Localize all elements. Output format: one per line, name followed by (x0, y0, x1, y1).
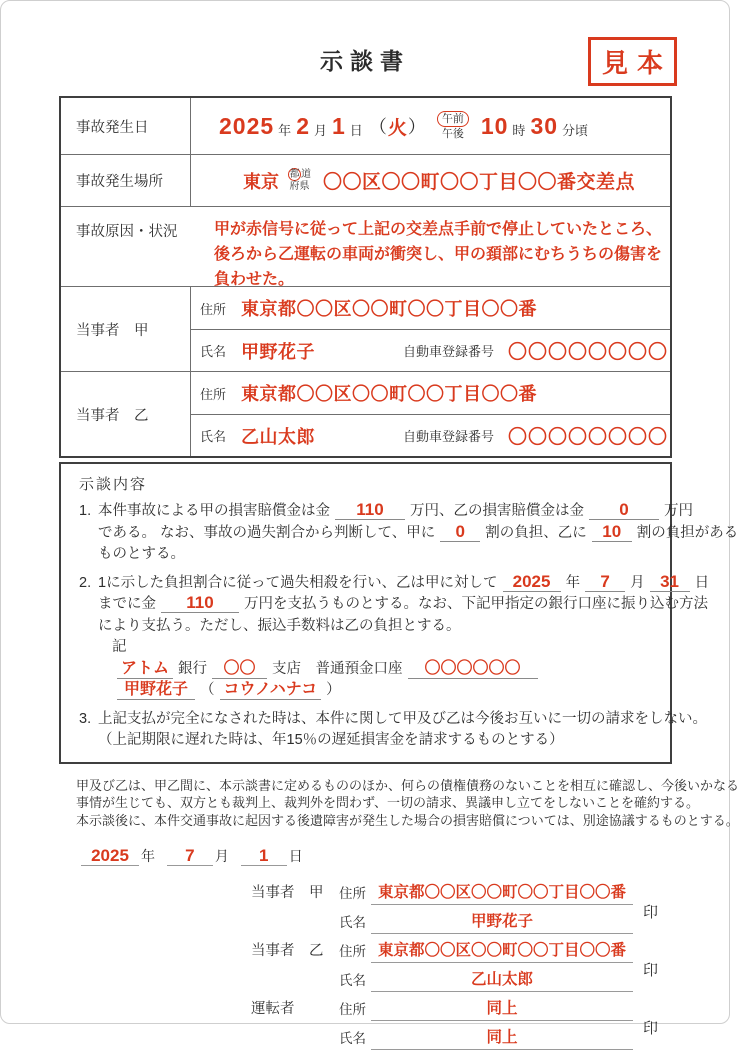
accident-month: 2 (296, 112, 310, 139)
party-b-fault-ratio: 10 (592, 523, 632, 542)
am-pm-selector (437, 111, 469, 141)
party-b-role-label: 当事者 乙 (251, 943, 324, 959)
clause-3-number: 3. (79, 710, 92, 727)
party-a-role-label: 当事者 甲 (251, 885, 324, 901)
registration-number-label: 自動車登録番号 (403, 344, 495, 359)
year-unit: 年 (278, 122, 292, 138)
am-option-circled: 午前 (437, 111, 469, 127)
party-b-details (191, 372, 670, 456)
confirmation-line-3: 本示談後に、本件交通事故に起因する後遺障害が発生した場合の損害賠償については、別途協議するものとする。 (76, 812, 739, 828)
payment-amount: 110 (161, 594, 239, 613)
account-number: 〇〇〇〇〇〇 (408, 660, 538, 679)
clause-1-text: ものとする。 (98, 546, 185, 562)
name-label: 氏名 (339, 915, 366, 930)
fuken-line: 府県 (289, 181, 310, 192)
party-a-name: 甲野花子 (241, 341, 315, 362)
clause-1-text: 万円、乙の損害賠償金は金 (410, 503, 584, 519)
account-type-label: 普通預金口座 (315, 660, 403, 677)
party-b-seal-mark: 印 (643, 962, 659, 979)
registration-number-label: 自動車登録番号 (403, 429, 495, 444)
name-field-label: 氏名 (200, 344, 227, 359)
accident-address: 〇〇区〇〇町〇〇丁目〇〇番交差点 (323, 172, 636, 193)
role-spacer (251, 931, 339, 934)
document-title: 示談書 (320, 48, 410, 74)
accident-date-row (61, 98, 670, 154)
bank-name: アトム (117, 660, 173, 679)
party-a-compensation-amount: 110 (335, 501, 405, 520)
driver-signature-address: 同上 (371, 996, 633, 1021)
clause-2-body (98, 573, 709, 702)
payment-deadline-month: 7 (585, 573, 625, 592)
signature-section (251, 876, 729, 1050)
payment-deadline-year: 2025 (503, 573, 561, 592)
clause-3-text: 上記支払が完全になされた時は、本件に関して甲及び乙は今後お互いに一切の請求をしない。 (98, 710, 707, 727)
address-label: 住所 (339, 886, 366, 901)
name-label: 氏名 (339, 1031, 366, 1046)
signing-year: 2025 (81, 847, 139, 866)
clause-1-text: である。 なお、事故の過失割合から判断して、甲に (98, 524, 436, 541)
address-field-label: 住所 (200, 301, 227, 317)
day-unit: 日 (288, 848, 303, 864)
name-label: 氏名 (339, 973, 366, 988)
ki-marker: 記 (112, 639, 127, 655)
account-holder-name: 甲野花子 (117, 681, 195, 700)
party-b-address: 東京都〇〇区〇〇町〇〇丁目〇〇番 (241, 384, 537, 404)
clause-2-text: により支払う。ただし、振込手数料は乙の負担とする。 (98, 617, 461, 634)
clause-1-body (98, 501, 738, 566)
bank-detail-line (112, 661, 543, 677)
party-a-registration-number: 〇〇〇〇〇〇〇〇 (508, 342, 669, 363)
clause-1-text: 本件事故による甲の損害賠償金は金 (98, 503, 330, 519)
payment-deadline-day: 31 (650, 573, 690, 592)
month-unit: 月 (313, 122, 327, 138)
party-b-address-subrow (191, 372, 670, 414)
year-unit: 年 (141, 848, 155, 864)
weekday-paren-open: （ (368, 117, 387, 137)
accident-day: 1 (332, 112, 346, 139)
signing-month: 7 (167, 847, 213, 866)
bank-suffix: 銀行 (178, 660, 208, 677)
accident-place-label: 事故発生場所 (61, 155, 191, 206)
minute-unit: 分頃 (562, 122, 589, 138)
to-option-circled: 都 (289, 169, 300, 180)
cause-line-1: 甲が赤信号に従って上記の交差点手前で停止していたところ、 (214, 221, 663, 238)
party-a-details (191, 287, 670, 371)
driver-seal-mark: 印 (643, 1020, 659, 1037)
prefecture-name: 東京 (243, 171, 279, 192)
accident-year: 2025 (219, 112, 275, 139)
party-a-name-subrow (191, 329, 670, 371)
address-label: 住所 (339, 1002, 366, 1017)
accident-weekday: 火 (387, 117, 407, 139)
pm-option: 午後 (441, 128, 464, 140)
month-unit: 月 (214, 848, 229, 864)
accident-date-label: 事故発生日 (61, 98, 191, 154)
day-unit: 日 (349, 122, 363, 138)
party-b-registration-number: 〇〇〇〇〇〇〇〇 (508, 427, 669, 448)
accident-minute: 30 (530, 112, 559, 139)
party-b-signature-name-row (251, 963, 729, 992)
cause-line-2: 後ろから乙運転の車両が衝突し、甲の頚部にむちうちの傷害を (214, 246, 663, 263)
address-field-label: 住所 (200, 386, 227, 402)
year-unit: 年 (565, 574, 581, 591)
party-a-label: 当事者 甲 (61, 287, 191, 371)
clause-1-text: 万円 (664, 503, 693, 519)
driver-signature-name: 同上 (371, 1025, 633, 1050)
clause-1-text: 割の負担がある (636, 524, 739, 541)
confirmation-line-2: 事情が生じても、双方とも裁判上、裁判外を問わず、一切の請求、異議申し立てをしないことを確約する。 (76, 795, 699, 810)
party-a-signature-address: 東京都〇〇区〇〇町〇〇丁目〇〇番 (371, 880, 633, 905)
driver-role-label: 運転者 (251, 1001, 295, 1017)
clause-1-number: 1. (79, 503, 92, 519)
accident-place-value (191, 155, 670, 206)
clause-2-text: までに金 (98, 596, 156, 612)
branch-suffix: 支店 (272, 660, 302, 677)
signing-date-line (81, 846, 729, 866)
clause-2-text: 1に示した負担割合に従って過失相殺を行い、乙は甲に対して (98, 574, 498, 591)
clause-2-number: 2. (79, 574, 92, 591)
month-unit: 月 (630, 574, 645, 591)
do-option: 道 (301, 169, 311, 180)
account-holder-line (112, 682, 341, 698)
account-holder-furigana: コウノハナコ (220, 681, 322, 700)
party-b-compensation-amount: 0 (589, 501, 659, 520)
address-label: 住所 (339, 944, 366, 959)
party-b-signature-address: 東京都〇〇区〇〇町〇〇丁目〇〇番 (371, 938, 633, 963)
clause-3-text: （上記期限に遅れた時は、年15％の遅延損害金を請求するものとする） (98, 732, 564, 748)
party-b-name: 乙山太郎 (241, 426, 315, 447)
party-a-address: 東京都〇〇区〇〇町〇〇丁目〇〇番 (241, 299, 537, 319)
hour-unit: 時 (512, 122, 526, 138)
name-field-label: 氏名 (200, 429, 227, 444)
day-unit: 日 (694, 574, 710, 591)
furigana-paren-open: （ (200, 682, 215, 698)
clause-2-text: 万円を支払うものとする。なお、下記甲指定の銀行口座に振り込む方法 (244, 596, 708, 612)
party-b-signature-name: 乙山太郎 (371, 967, 633, 992)
accident-cause-label: 事故原因・状況 (76, 224, 178, 240)
clause-1 (79, 500, 739, 566)
agreement-terms-box (59, 462, 739, 764)
party-a-fault-ratio: 0 (440, 523, 480, 542)
accident-cause-text (191, 207, 670, 286)
cause-line-3: 負わせた。 (214, 271, 295, 288)
party-a-seal-mark: 印 (643, 904, 659, 921)
branch-name: 〇〇 (212, 660, 267, 679)
furigana-paren-close: ） (326, 682, 341, 698)
driver-signature-name-row (251, 1021, 729, 1050)
prefecture-type-selector (288, 168, 311, 193)
weekday-paren-close: ） (407, 117, 426, 137)
signing-day: 1 (241, 847, 287, 866)
confirmation-line-1: 甲及び乙は、甲乙間に、本示談書に定めるもののほか、何らの債権債務のないことを相互に確認し、今後いかなる (76, 777, 739, 793)
party-b-label: 当事者 乙 (61, 372, 191, 456)
clause-1-text: 割の負担、乙に (485, 524, 587, 541)
party-a-signature-name-row (251, 905, 729, 934)
accident-place-row (61, 154, 670, 206)
agreement-heading: 示談内容 (79, 476, 148, 493)
accident-date-value (191, 98, 670, 154)
sample-stamp: 見本 (588, 37, 677, 86)
accident-cause-row (61, 206, 670, 286)
todo-line (288, 168, 311, 181)
clause-3 (79, 709, 707, 752)
party-b-name-subrow (191, 414, 670, 456)
role-spacer (251, 989, 339, 992)
clause-3-body (98, 709, 707, 752)
party-a-row (61, 286, 670, 371)
party-a-address-subrow (191, 287, 670, 329)
party-a-signature-name: 甲野花子 (371, 909, 633, 934)
clause-2 (79, 571, 710, 702)
party-b-row (61, 371, 670, 456)
accident-hour: 10 (480, 112, 509, 139)
accident-info-table (59, 96, 672, 458)
confirmation-paragraph (76, 777, 739, 830)
